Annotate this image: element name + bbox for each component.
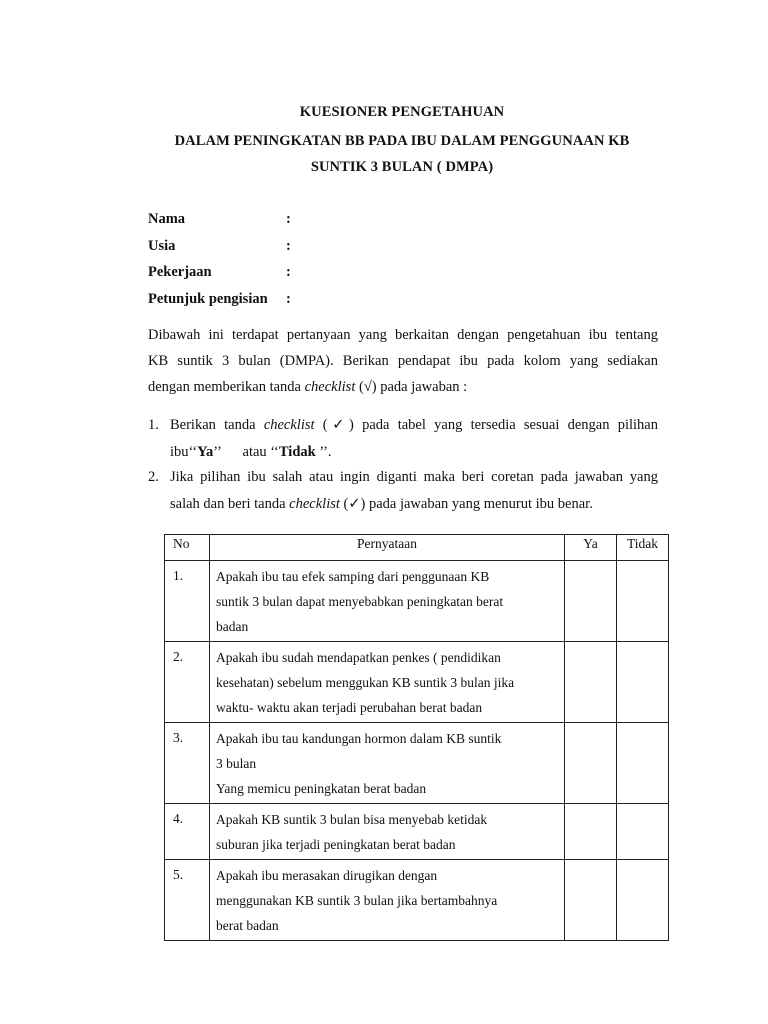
row-statement: [210, 561, 565, 642]
instruction-1-quote-open: ibu‘‘: [170, 444, 198, 460]
row-number: 2.: [165, 642, 210, 723]
table-row: [165, 723, 669, 804]
row-number: 1.: [165, 561, 210, 642]
table-row: [165, 860, 669, 941]
statement-line: Apakah ibu merasakan dirugikan dengan: [216, 868, 438, 883]
intro-line-3-em: checklist: [304, 379, 356, 395]
row-number: 3.: [165, 723, 210, 804]
answer-cell-tidak[interactable]: [617, 723, 669, 804]
field-label-usia: Usia: [148, 238, 176, 254]
statement-line: menggunakan KB suntik 3 bulan jika bertambahnya: [216, 893, 498, 908]
instruction-2-line-1: Jika pilihan ibu salah atau ingin diganti maka beri coretan pada jawaban yang: [170, 469, 658, 485]
answer-cell-ya[interactable]: [565, 860, 617, 941]
row-number: 5.: [165, 860, 210, 941]
answer-cell-tidak[interactable]: [617, 804, 669, 860]
field-label-pekerjaan: Pekerjaan: [148, 264, 212, 280]
intro-line-3-pre: dengan memberikan tanda: [148, 379, 305, 395]
instruction-2-em: checklist: [289, 496, 340, 512]
instruction-1-atau: ’’ atau ‘‘: [213, 444, 279, 460]
intro-line-3: [148, 379, 467, 395]
answer-cell-tidak[interactable]: [617, 860, 669, 941]
intro-line-2: KB suntik 3 bulan (DMPA). Berikan pendapat ibu pada kolom yang sediakan: [148, 353, 658, 369]
questionnaire-table: [164, 534, 669, 941]
answer-cell-ya[interactable]: [565, 561, 617, 642]
instruction-2: [170, 464, 658, 518]
instruction-1-quote-close: ’’.: [315, 444, 332, 460]
statement-line: Apakah ibu sudah mendapatkan penkes ( pendidikan: [216, 650, 501, 665]
statement-line: Apakah ibu tau kandungan hormon dalam KB suntik: [216, 731, 502, 746]
instruction-1-tidak: Tidak: [278, 444, 316, 460]
instruction-1-line-2: [170, 444, 332, 460]
table-header-row: [165, 535, 669, 561]
instruction-number-1: 1.: [148, 417, 159, 433]
instruction-2-pre: salah dan beri tanda: [170, 496, 290, 512]
field-colon-nama: :: [286, 211, 291, 227]
header-yes: Ya: [565, 535, 617, 561]
statement-line: suntik 3 bulan dapat menyebabkan peningkatan berat: [216, 594, 504, 609]
answer-cell-ya[interactable]: [565, 723, 617, 804]
header-no: No: [165, 535, 210, 561]
header-tidak: Tidak: [617, 535, 669, 561]
statement-line: Apakah KB suntik 3 bulan bisa menyebab ketidak: [216, 812, 488, 827]
answer-cell-ya[interactable]: [565, 642, 617, 723]
intro-paragraph: [148, 322, 658, 400]
statement-line: Apakah ibu tau efek samping dari penggunaan KB: [216, 569, 490, 584]
statement-line: waktu- waktu akan terjadi perubahan berat badan: [216, 700, 483, 715]
answer-cell-tidak[interactable]: [617, 561, 669, 642]
row-statement: [210, 723, 565, 804]
instruction-1-line-1: [170, 412, 658, 439]
title-line-2: DALAM PENINGKATAN BB PADA IBU DALAM PENGGUNAAN KB: [174, 133, 630, 149]
field-colon-pekerjaan: :: [286, 264, 291, 280]
title-line-3: SUNTIK 3 BULAN ( DMPA): [310, 159, 494, 175]
field-colon-petunjuk: :: [286, 291, 291, 307]
instruction-1: [170, 412, 658, 466]
statement-line: 3 bulan: [216, 756, 257, 771]
row-statement: [210, 860, 565, 941]
statement-line: berat badan: [216, 918, 279, 933]
answer-cell-ya[interactable]: [565, 804, 617, 860]
row-number: 4.: [165, 804, 210, 860]
instruction-1-em: checklist: [263, 417, 315, 433]
table-row: [165, 561, 669, 642]
instruction-number-2: 2.: [148, 469, 159, 485]
row-statement: [210, 804, 565, 860]
table-row: [165, 804, 669, 860]
instruction-1-post: (✓) pada tabel yang tersedia sesuai dengan pilihan: [314, 417, 658, 433]
statement-line: badan: [216, 619, 249, 634]
statement-line: suburan jika terjadi peningkatan berat badan: [216, 837, 456, 852]
row-statement: [210, 642, 565, 723]
field-label-nama: Nama: [148, 211, 186, 227]
header-statement: Pernyataan: [210, 535, 565, 561]
instruction-1-ya: Ya: [197, 444, 214, 460]
answer-cell-tidak[interactable]: [617, 642, 669, 723]
field-label-petunjuk: Petunjuk pengisian: [148, 291, 268, 307]
intro-line-1: Dibawah ini terdapat pertanyaan yang berkaitan dengan pengetahuan ibu tentang: [148, 327, 658, 343]
instruction-1-pre: Berikan tanda: [170, 417, 264, 433]
intro-line-3-post: (√) pada jawaban :: [355, 379, 468, 395]
instruction-2-post: (✓) pada jawaban yang menurut ibu benar.: [339, 496, 593, 512]
field-colon-usia: :: [286, 238, 291, 254]
title-line-1: KUESIONER PENGETAHUAN: [299, 104, 505, 120]
table-row: [165, 642, 669, 723]
statement-line: kesehatan) sebelum menggukan KB suntik 3 bulan jika: [216, 675, 515, 690]
instruction-2-line-2: [170, 496, 593, 512]
statement-line: Yang memicu peningkatan berat badan: [216, 781, 427, 796]
